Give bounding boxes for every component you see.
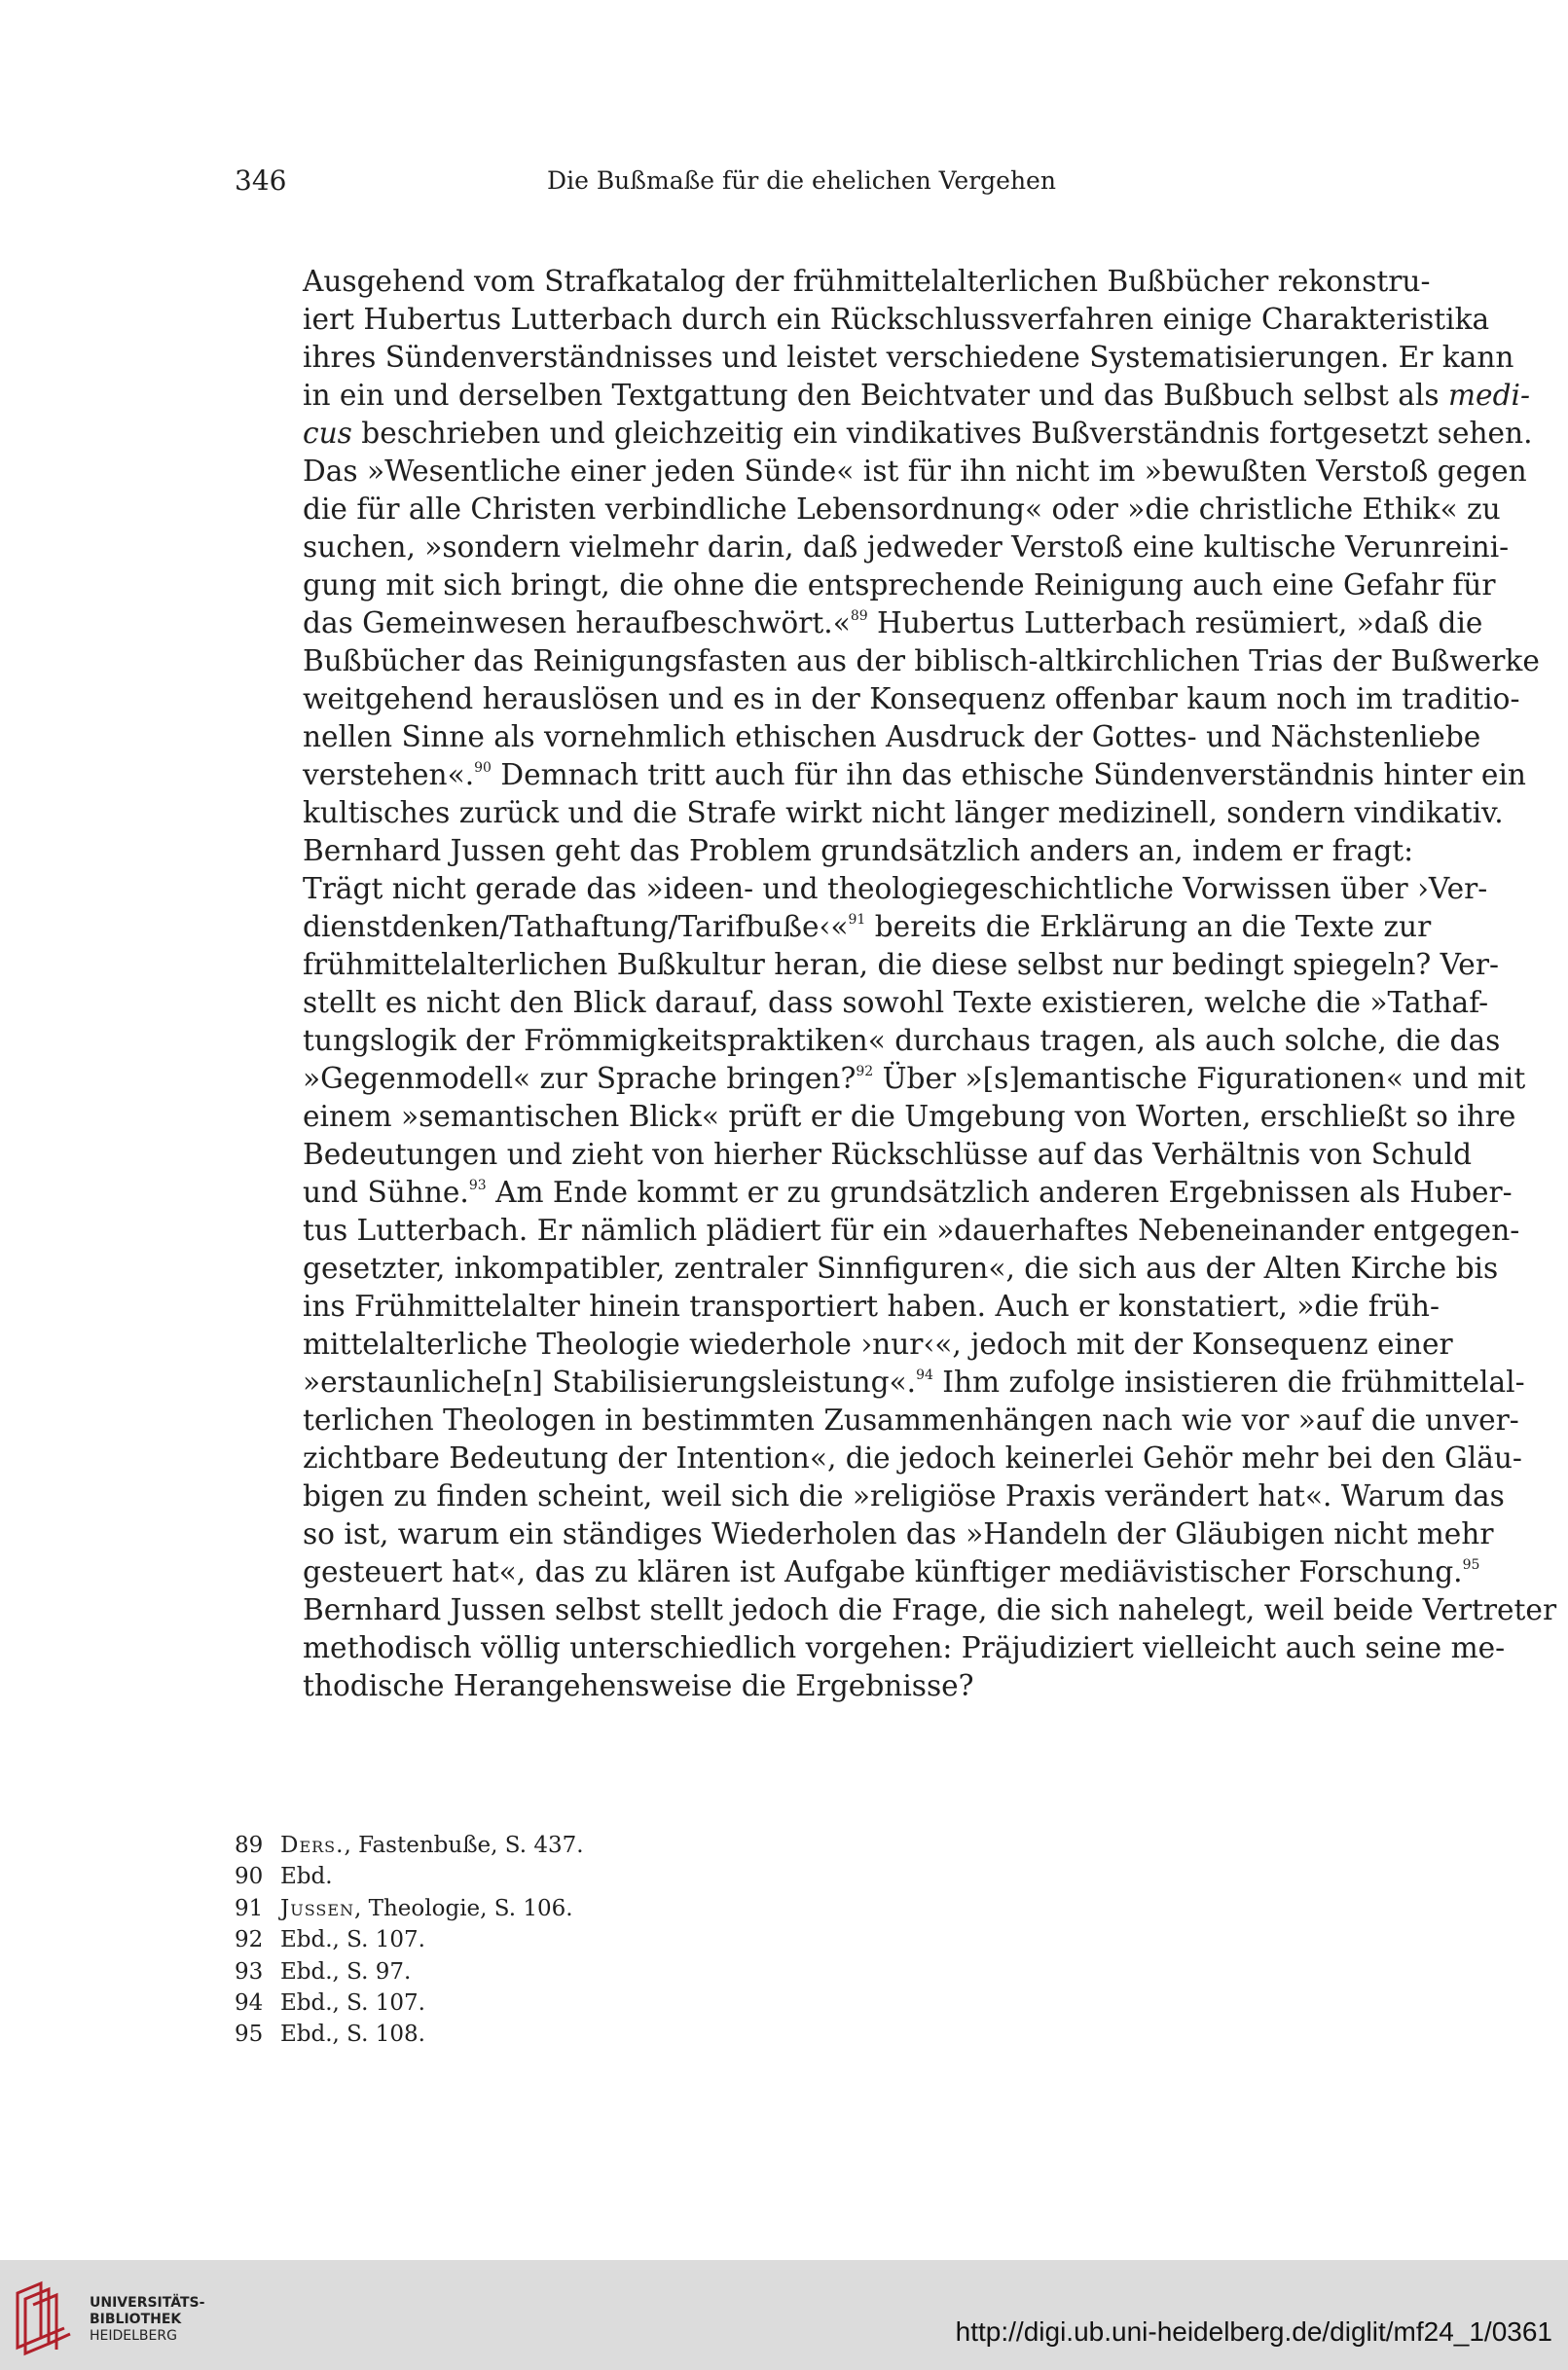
text-line	[235, 1364, 1525, 1402]
body-text	[235, 263, 1557, 1705]
paragraph-1	[235, 263, 1540, 832]
text-run: »erstaunliche[n] Stabilisierungsleistung«.	[303, 1366, 917, 1399]
text-line: mittelalterliche Theologie wiederhole ›nur‹«, jedoch mit der Konsequenz einer	[303, 1328, 1453, 1361]
footnote-text: Ebd., S. 107.	[280, 1927, 425, 1953]
text-run: beschrieben und gleichzeitig ein vindikatives Bußverständnis fortgesetzt sehen.	[361, 417, 1533, 450]
footnote	[235, 1830, 1368, 1861]
page-number: 346	[235, 164, 287, 197]
footnote-number: 90	[235, 1864, 264, 1890]
text-line: zichtbare Bedeutung der Intention«, die jedoch keinerlei Gehör mehr bei den Gläu-	[303, 1441, 1522, 1475]
text-run: Am Ende kommt er zu grundsätzlich anderen Ergebnissen als Huber-	[486, 1176, 1513, 1209]
footnote-ref[interactable]: 95	[1462, 1557, 1480, 1573]
text-line	[235, 604, 1483, 642]
footnote-text: Ebd., S. 107.	[280, 1990, 425, 2017]
running-head: Die Bußmaße für die ehelichen Vergehen	[547, 166, 1056, 195]
text-line: ihres Sündenverständnisses und leistet verschiedene Systematisierungen. Er kann	[303, 341, 1514, 374]
text-line	[235, 415, 1533, 453]
footnote-number: 95	[235, 2022, 264, 2048]
text-line: tungslogik der Frömmigkeitspraktiken« durchaus tragen, als auch solche, die das	[303, 1024, 1501, 1057]
footnote-ref[interactable]: 94	[916, 1367, 933, 1383]
footnotes	[235, 1830, 1368, 2051]
italic-term: medi-	[1448, 379, 1530, 412]
library-name	[90, 2295, 204, 2345]
footnote-text: Ebd., S. 97.	[280, 1958, 412, 1985]
text-line: tus Lutterbach. Er nämlich plädiert für ein »dauerhaftes Nebeneinander entgegen-	[303, 1214, 1520, 1247]
footnote-number: 94	[235, 1990, 264, 2017]
text-run: in ein und derselben Textgattung den Beichtvater und das Bußbuch selbst als	[303, 379, 1448, 412]
text-line	[235, 1060, 1526, 1098]
text-line	[235, 908, 1432, 946]
footnote-ref[interactable]: 90	[474, 760, 492, 776]
text-line	[235, 756, 1526, 794]
footnote	[235, 1893, 1368, 1924]
text-line: so ist, warum ein ständiges Wiederholen das »Handeln der Gläubigen nicht mehr	[303, 1517, 1494, 1550]
footnote-rest: , Theologie, S. 106.	[354, 1895, 573, 1921]
footnote	[235, 2019, 1368, 2050]
text-line: einem »semantischen Blick« prüft er die Umgebung von Worten, erschließt so ihre	[303, 1100, 1516, 1133]
footnote	[235, 1987, 1368, 2019]
footnote-author: Ders.	[280, 1833, 345, 1858]
text-run: gesteuert hat«, das zu klären ist Aufgabe künftiger mediävistischer Forschung.	[303, 1555, 1463, 1588]
footnote	[235, 1861, 1368, 1892]
page-header	[235, 162, 1368, 201]
text-line: bigen zu finden scheint, weil sich die »religiöse Praxis verändert hat«. Warum das	[303, 1479, 1505, 1513]
text-line: Das »Wesentliche einer jeden Sünde« ist für ihn nicht im »bewußten Verstoß gegen	[303, 455, 1527, 488]
footnote-ref[interactable]: 92	[856, 1064, 874, 1079]
text-line: frühmittelalterlichen Bußkultur heran, die diese selbst nur bedingt spiegeln? Ver-	[303, 948, 1499, 981]
footnote-ref[interactable]: 89	[850, 608, 868, 624]
text-run: bereits die Erklärung an die Texte zur	[865, 910, 1432, 943]
text-line: Trägt nicht gerade das »ideen- und theologiegeschichtliche Vorwissen über ›Ver-	[303, 872, 1488, 905]
footnote-author: Jussen	[280, 1895, 355, 1921]
footnote-number: 91	[235, 1895, 264, 1921]
footnote-number: 92	[235, 1927, 264, 1953]
text-line	[235, 377, 1530, 415]
text-line	[235, 1553, 1480, 1591]
text-line: gesetzter, inkompatibler, zentraler Sinnfiguren«, die sich aus der Alten Kirche bis	[303, 1252, 1499, 1285]
footnote-number: 93	[235, 1958, 264, 1985]
footnote-text	[280, 1893, 573, 1924]
footnote-rest: , Fastenbuße, S. 437.	[344, 1833, 584, 1858]
text-line: Bernhard Jussen selbst stellt jedoch die Frage, die sich nahelegt, weil beide Vertreter	[303, 1593, 1557, 1626]
text-run: dienstdenken/Tathaftung/Tarifbuße‹«	[303, 910, 849, 943]
text-run: »Gegenmodell« zur Sprache bringen?	[303, 1062, 857, 1095]
footnote-ref[interactable]: 91	[848, 912, 866, 928]
footnote-text: Ebd., S. 108.	[280, 2022, 425, 2048]
library-name-line: HEIDELBERG	[90, 2328, 177, 2344]
text-line: thodische Herangehensweise die Ergebnisse?	[303, 1669, 974, 1702]
footnote	[235, 1956, 1368, 1987]
italic-term: cus	[303, 417, 352, 450]
text-line: kultisches zurück und die Strafe wirkt nicht länger medizinell, sondern vindikativ.	[303, 796, 1504, 829]
footnote	[235, 1924, 1368, 1955]
text-run: verstehen«.	[303, 758, 475, 791]
footnote-number: 89	[235, 1833, 264, 1858]
text-line: Ausgehend vom Strafkatalog der frühmittelalterlichen Bußbücher rekonstru-	[303, 265, 1431, 298]
text-line: suchen, »sondern vielmehr darin, daß jedweder Verstoß eine kultische Verunreini-	[303, 530, 1510, 564]
text-line: die für alle Christen verbindliche Lebensordnung« oder »die christliche Ethik« zu	[303, 492, 1501, 526]
footer-bar	[0, 2260, 1568, 2370]
footnote-text	[280, 1830, 584, 1861]
text-run: Demnach tritt auch für ihn das ethische Sündenverständnis hinter ein	[491, 758, 1526, 791]
footnote-text: Ebd.	[280, 1864, 333, 1890]
library-logo-icon	[12, 2279, 76, 2357]
text-line: Bedeutungen und zieht von hierher Rückschlüsse auf das Verhältnis von Schuld	[303, 1138, 1473, 1171]
library-name-line: UNIVERSITÄTS-	[90, 2295, 205, 2311]
text-line: nellen Sinne als vornehmlich ethischen Ausdruck der Gottes- und Nächstenliebe	[303, 720, 1481, 753]
text-run: Hubertus Lutterbach resümiert, »daß die	[867, 606, 1483, 639]
text-line: weitgehend herauslösen und es in der Konsequenz offenbar kaum noch im traditio-	[303, 682, 1520, 715]
source-url[interactable]: http://digi.ub.uni-heidelberg.de/diglit/mf24_1/0361	[955, 2316, 1552, 2347]
paragraph-2	[235, 832, 1557, 1705]
text-line: stellt es nicht den Blick darauf, dass sowohl Texte existieren, welche die »Tathaf-	[303, 986, 1489, 1019]
text-line: ins Frühmittelalter hinein transportiert haben. Auch er konstatiert, »die früh-	[303, 1290, 1440, 1323]
text-line: Bernhard Jussen geht das Problem grundsätzlich anders an, indem er fragt:	[303, 834, 1414, 867]
text-run: und Sühne.	[303, 1176, 469, 1209]
text-run: Ihm zufolge insistieren die frühmittelal-	[932, 1366, 1525, 1399]
footnote-ref[interactable]: 93	[468, 1178, 487, 1193]
text-line: methodisch völlig unterschiedlich vorgehen: Präjudiziert vielleicht auch seine me-	[303, 1631, 1506, 1664]
text-run: Über »[s]emantische Figurationen« und mit	[873, 1062, 1526, 1095]
text-line: iert Hubertus Lutterbach durch ein Rückschlussverfahren einige Charakteristika	[303, 303, 1490, 336]
text-line	[235, 1174, 1513, 1212]
text-line: Bußbücher das Reinigungsfasten aus der biblisch-altkirchlichen Trias der Bußwerke	[303, 644, 1540, 677]
library-name-line: BIBLIOTHEK	[90, 2312, 182, 2327]
text-line: terlichen Theologen in bestimmten Zusammenhängen nach wie vor »auf die unver-	[303, 1404, 1519, 1437]
text-run: das Gemeinwesen heraufbeschwört.«	[303, 606, 851, 639]
text-line: gung mit sich bringt, die ohne die entsprechende Reinigung auch eine Gefahr für	[303, 568, 1496, 602]
